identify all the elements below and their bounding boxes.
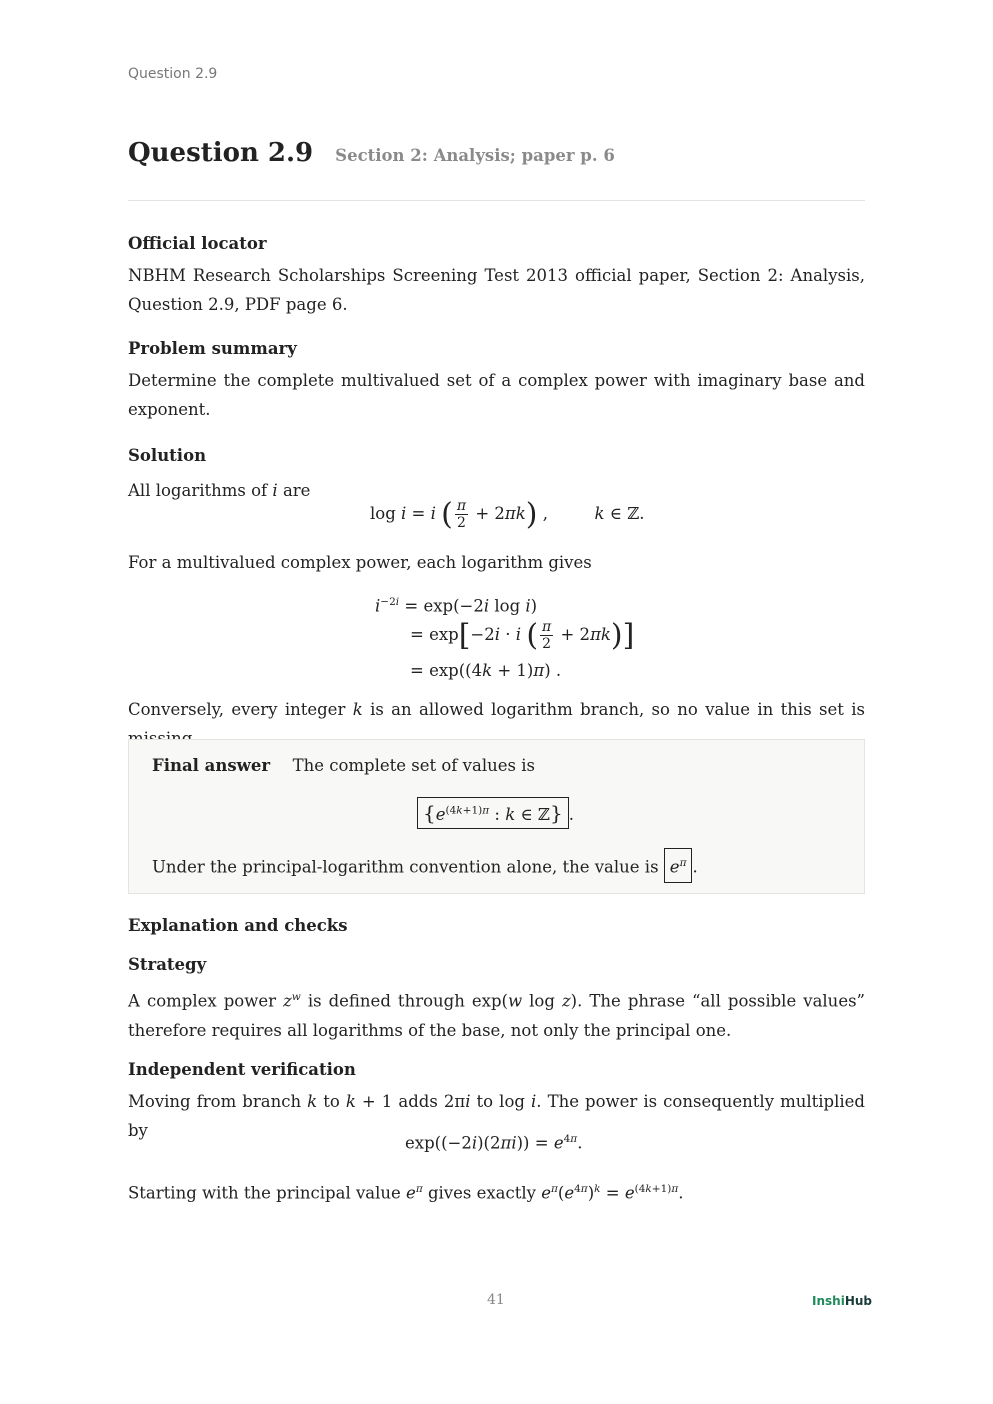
conversely-text-1: Conversely, every integer (128, 700, 346, 719)
final-answer-text: The complete set of values is (292, 756, 535, 775)
page-title: Question 2.9 (128, 138, 314, 168)
equation-multiplier: $\exp((-2i)(2\pi i)) = e^{4\pi}$. (405, 1133, 583, 1153)
conversely-var: k (352, 700, 363, 719)
strategy-text: A complex power $z^w$ is defined through exp(w log z). The phrase “all possible values” therefore requires all logarithms of the base, not only the principal one. (128, 991, 865, 1040)
official-locator-heading: Official locator (128, 234, 267, 253)
problem-summary-text: Determine the complete multivalued set of a complex power with imaginary base and exponent. (128, 371, 865, 419)
brand-logo (812, 1294, 872, 1308)
verif-text-1: Moving from branch (128, 1092, 302, 1111)
verif-text-2: to (323, 1092, 340, 1111)
equation-power-line3: = exp((4k + 1)π) . (410, 661, 562, 680)
boxed-principal-value: $e^\pi$ (664, 848, 693, 883)
start-text-2: gives exactly (427, 1183, 536, 1203)
brand-part-b: Hub (844, 1294, 872, 1308)
principal-line: Under the principal-logarithm convention alone, the value is $e^\pi$ . (152, 848, 842, 883)
strategy-text-3: ). The phrase “all possible values” therefore requires all logarithms of the base, not only the principal one. (128, 991, 865, 1040)
equation-log-i: log i = i ( $\frac{\pi}{2}$ + 2πk) , k ∈ ℤ. (370, 497, 645, 532)
running-head: Question 2.9 (128, 66, 218, 82)
official-locator-text: NBHM Research Scholarships Screening Test 2013 official paper, Section 2: Analysis, Question 2.9, PDF page 6. (128, 266, 865, 314)
solution-intro-tail: are (282, 481, 311, 500)
solution-for-text: For a multivalued complex power, each logarithm gives (128, 553, 592, 572)
final-answer-set: {$e^{(4k+1)\pi}$ : k ∈ ℤ} . (417, 797, 574, 829)
page-subtitle: Section 2: Analysis; paper p. 6 (335, 146, 615, 165)
start-text-1: Starting with the principal value (128, 1183, 401, 1203)
page-number: 41 (487, 1292, 505, 1308)
brand-part-a: Inshi (812, 1294, 845, 1308)
conversely-text-2: is an allowed logarithm branch, so no value in this set is (370, 700, 865, 719)
equation-power-line1: $i^{-2i} = \exp(-2i$ log i) (375, 596, 538, 616)
start-text: Starting with the principal value $e^\pi$ gives exactly $e^\pi(e^{4\pi})^k = e^{(4k+1)\pi}$. (128, 1183, 684, 1203)
problem-summary-heading: Problem summary (128, 339, 297, 358)
solution-intro-var: i (272, 481, 278, 500)
equation-power-line2: = exp[−2i · i ( $\frac{\pi}{2}$ + 2πk)] (410, 618, 635, 653)
verif-text-3: adds 2π (398, 1092, 466, 1111)
verification-heading: Independent verification (128, 1060, 356, 1079)
strategy-text-1: A complex power (128, 991, 277, 1011)
principal-text: Under the principal-logarithm convention alone, the value is (152, 857, 659, 877)
page-title-row (128, 138, 865, 168)
boxed-answer-set: {$e^{(4k+1)\pi}$ : k ∈ ℤ} (417, 797, 569, 829)
strategy-text-2: is defined through exp( (307, 991, 508, 1011)
verification-text: Moving from branch k to k + 1 adds 2πi to log i. The power is consequently multiplied by (128, 1092, 865, 1140)
verif-text-5: . The power is consequently multiplied by (128, 1092, 865, 1140)
final-answer-label: Final answer (152, 756, 271, 775)
solution-intro-text: All logarithms of (128, 481, 268, 500)
solution-heading: Solution (128, 446, 207, 465)
explanation-heading: Explanation and checks (128, 916, 348, 935)
final-answer-line (152, 751, 842, 780)
title-divider (128, 200, 865, 201)
strategy-heading: Strategy (128, 955, 207, 974)
verif-text-4: to log (476, 1092, 525, 1111)
